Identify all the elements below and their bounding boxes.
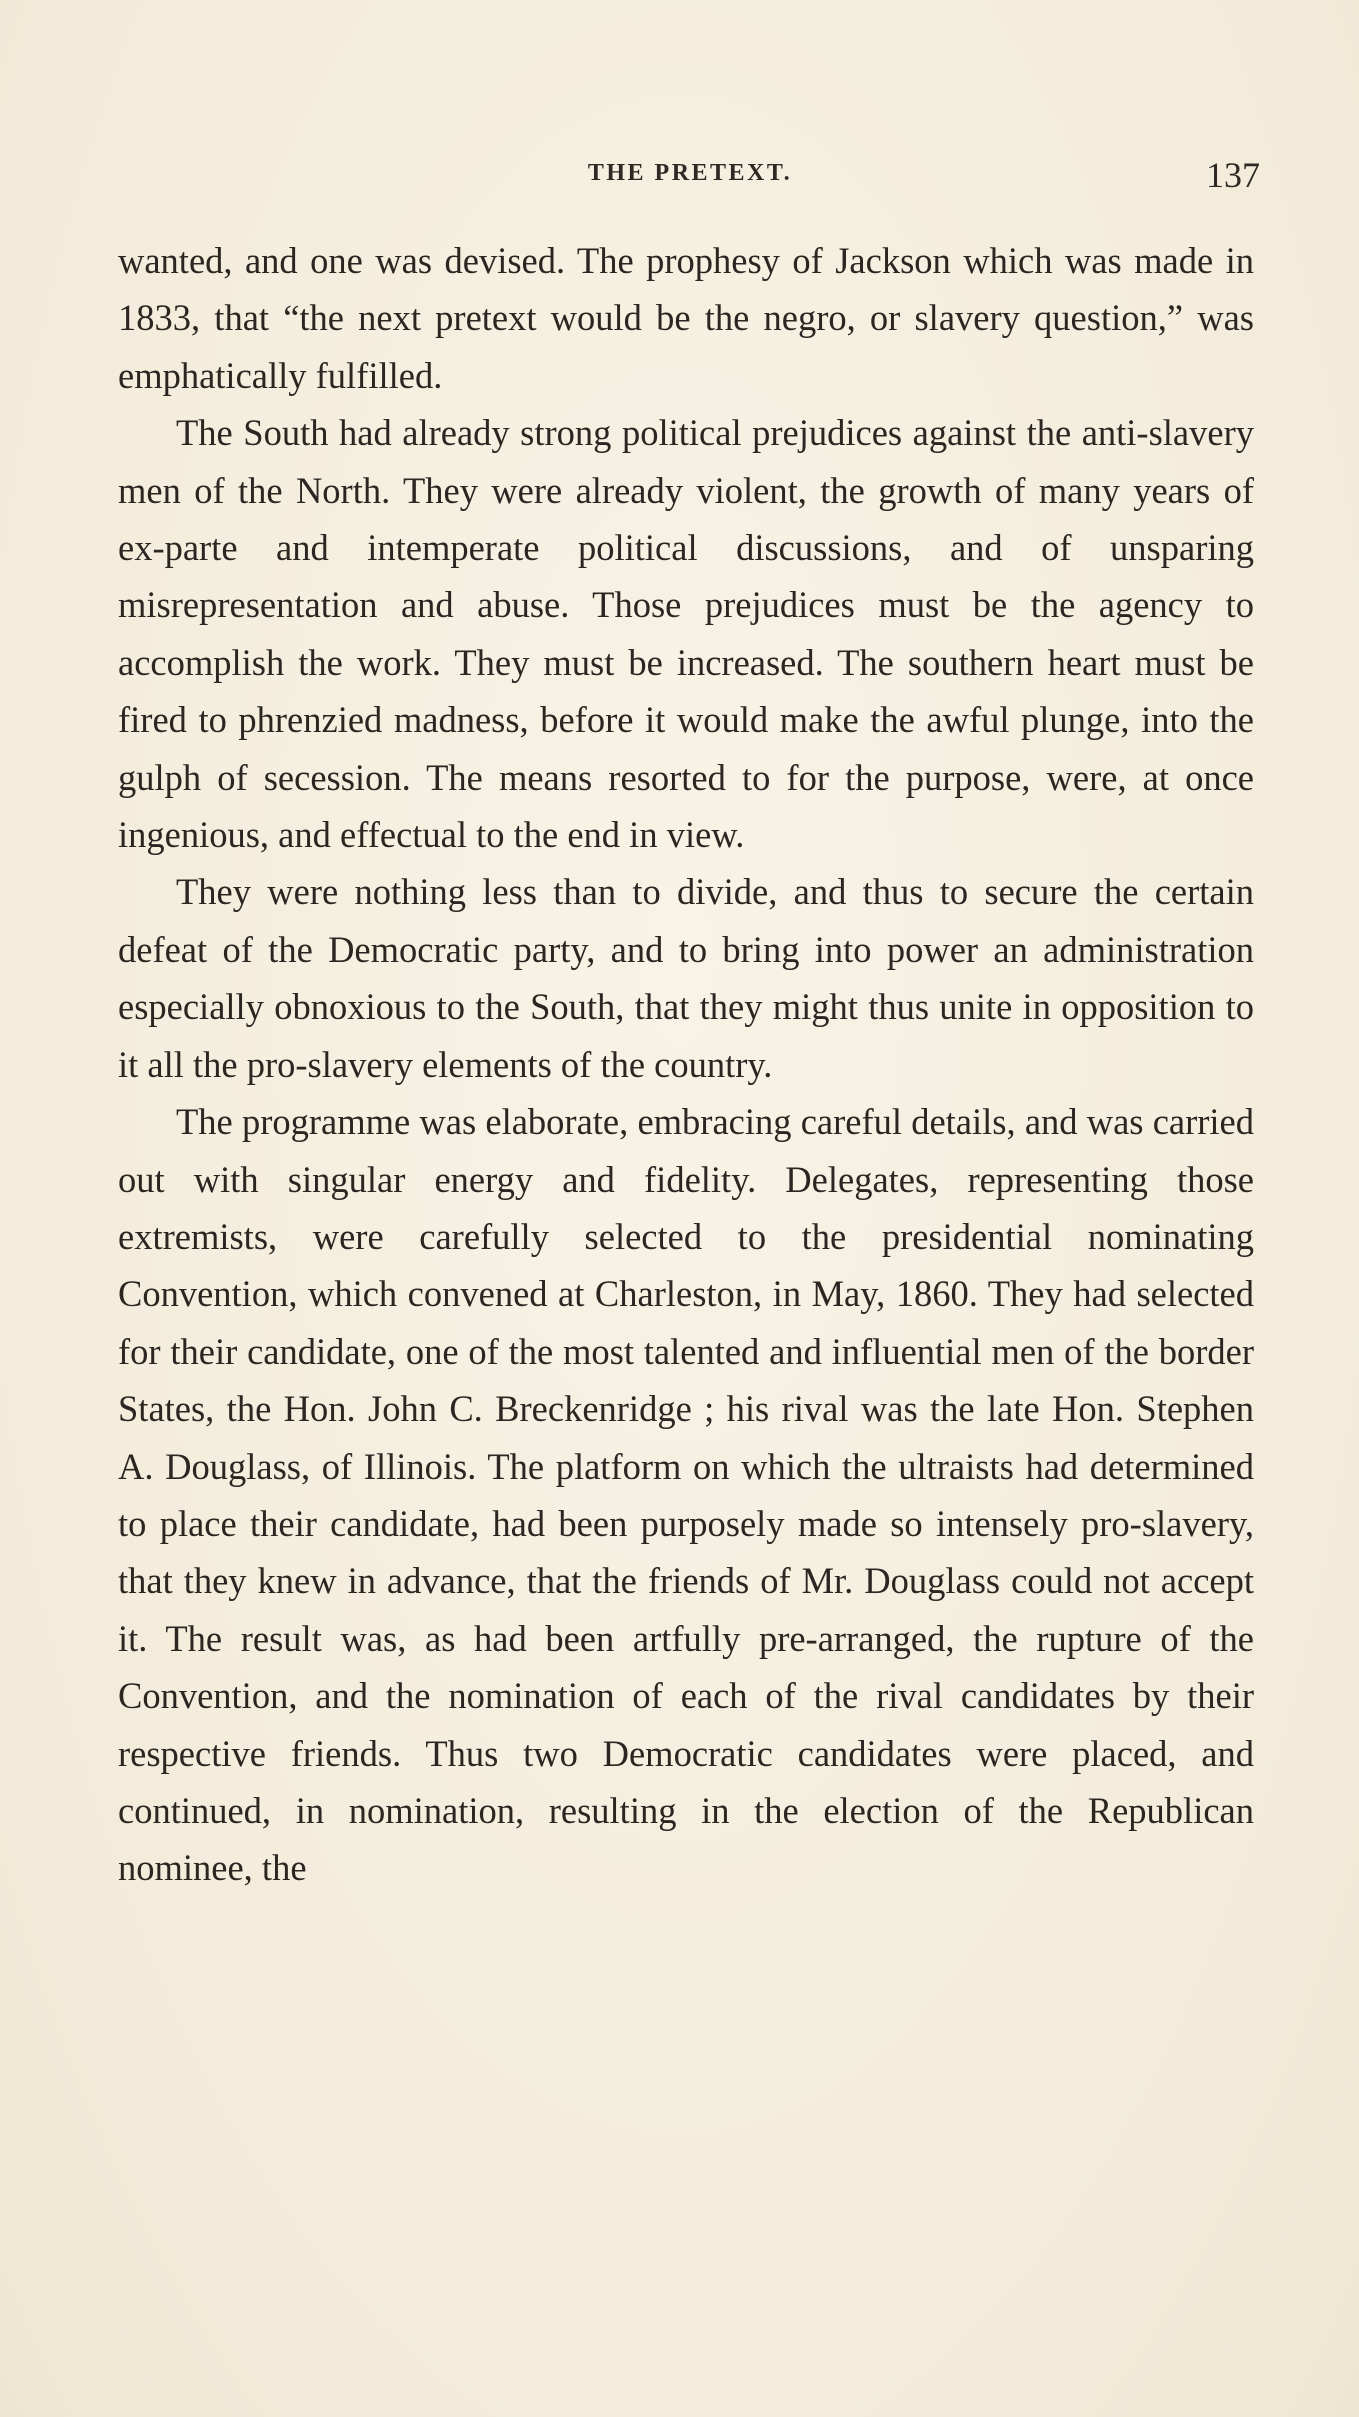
- paragraph: They were nothing less than to divide, and thus to secure the certain defeat of the Democratic party, and to bring into power an administration especially obnoxious to the South, that they might thus unite in opposition to it all the pro-slavery elements of the country.: [118, 871, 1254, 1085]
- running-head: [120, 155, 1260, 200]
- paragraph: The South had already strong political prejudices against the anti-slavery men of the North. They were already violent, the growth of many years of ex-parte and intemperate political discussions, and of unsparing misrepresentation and abuse. Those prejudices must be the agency to accomplish the work. They must be increased. The southern heart must be fired to phrenzied madness, before it would make the awful plunge, into the gulph of secession. The means resorted to for the purpose, were, at once ingenious, and effectual to the end in view.: [118, 412, 1254, 856]
- page-number: 137: [1206, 155, 1260, 195]
- paragraph: The programme was elaborate, embracing careful details, and was carried out with singular energy and fidelity. Delegates, representing those extremists, were carefully selected to the presidential nominating Convention, which convened at Charleston, in May, 1860. They had selected for their candidate, one of the most talented and influential men of the border States, the Hon. John C. Breckenridge ; his rival was the late Hon. Stephen A. Douglass, of Illinois. The platform on which the ultraists had determined to place their candidate, had been purposely made so intensely pro-slavery, that they knew in advance, that the friends of Mr. Douglass could not accept it. The result was, as had been artfully pre-arranged, the rupture of the Convention, and the nomination of each of the rival candidates by their respective friends. Thus two Democratic candidates were placed, and continued, in nomination, resulting in the election of the Republican nominee, the: [118, 1101, 1254, 1889]
- running-head-title: THE PRETEXT.: [587, 160, 793, 186]
- paragraph-continued: wanted, and one was devised. The prophesy of Jackson which was made in 1833, that “the next pretext would be the negro, or slavery question,” was emphatically fulfilled.: [118, 240, 1254, 396]
- body-text: [118, 232, 1254, 1897]
